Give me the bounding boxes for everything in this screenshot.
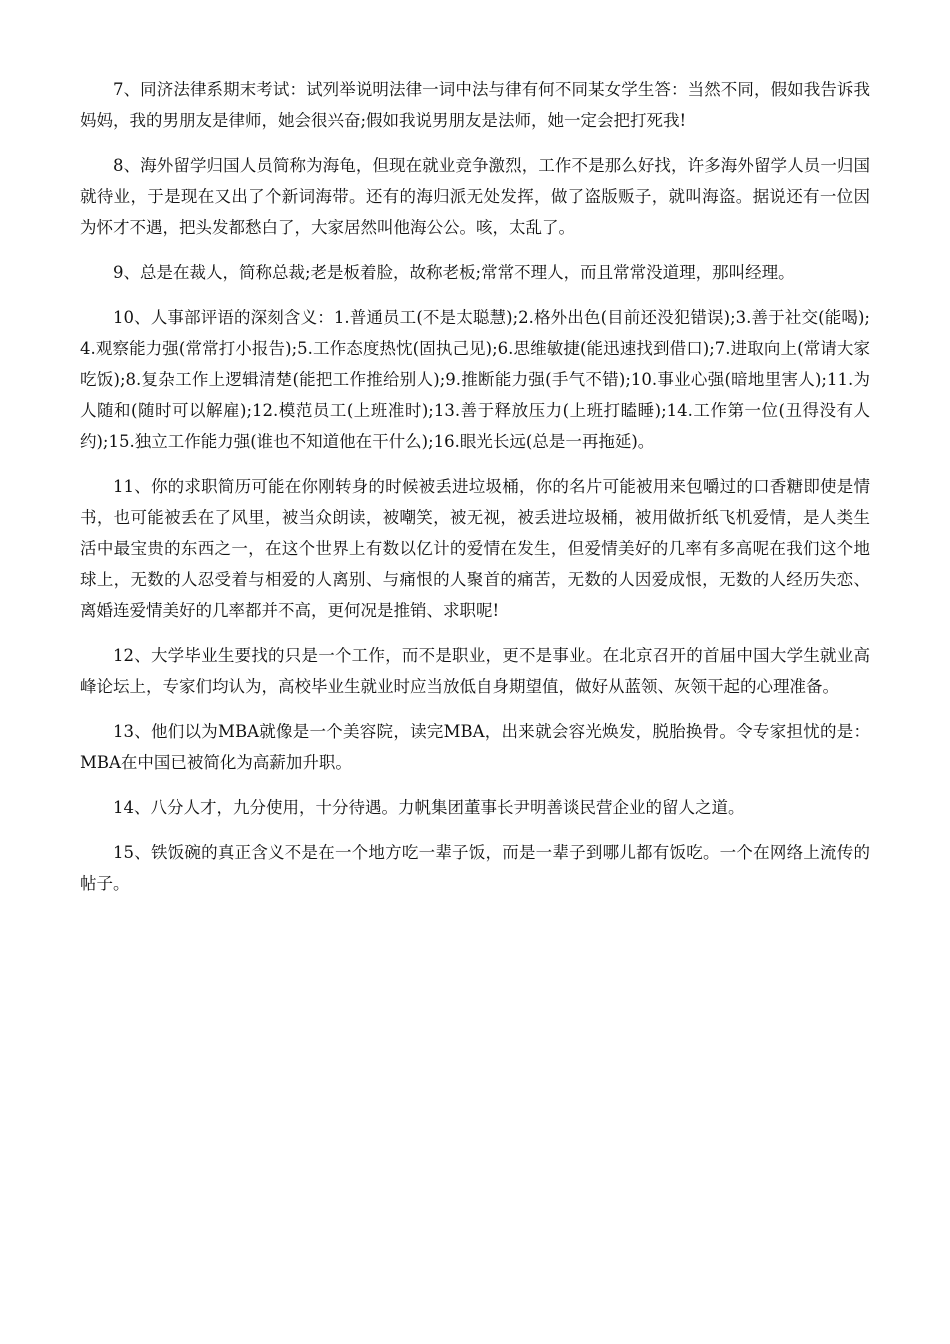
- document-body: [80, 74, 870, 913]
- paragraph-11: 11、你的求职简历可能在你刚转身的时候被丢进垃圾桶，你的名片可能被用来包嚼过的口香糖即使是情书，也可能被丢在了风里，被当众朗读，被嘲笑，被无视，被丢进垃圾桶，被用做折纸飞机爱情，是人类生活中最宝贵的东西之一，在这个世界上有数以亿计的爱情在发生，但爱情美好的几率有多高呢在我们这个地球上，无数的人忍受着与相爱的人离别、与痛恨的人聚首的痛苦，无数的人因爱成恨，无数的人经历失恋、离婚连爱情美好的几率都并不高，更何况是推销、求职呢!: [80, 477, 870, 620]
- paragraph-13: 13、他们以为MBA就像是一个美容院，读完MBA，出来就会容光焕发，脱胎换骨。令专家担忧的是：MBA在中国已被简化为高薪加升职。: [80, 722, 870, 772]
- paragraph-10: 10、人事部评语的深刻含义：1.普通员工(不是太聪慧);2.格外出色(目前还没犯错误);3.善于社交(能喝);4.观察能力强(常常打小报告);5.工作态度热忱(固执己见);6.思维敏捷(能迅速找到借口);7.进取向上(常请大家吃饭);8.复杂工作上逻辑清楚(能把工作推给别人);9.推断能力强(手气不错);10.事业心强(暗地里害人);11.为人随和(随时可以解雇);12.模范员工(上班准时);13.善于释放压力(上班打瞌睡);14.工作第一位(丑得没有人约);15.独立工作能力强(谁也不知道他在干什么);16.眼光长远(总是一再拖延)。: [80, 308, 870, 451]
- paragraph-7: 7、同济法律系期末考试：试列举说明法律一词中法与律有何不同某女学生答：当然不同，假如我告诉我妈妈，我的男朋友是律师，她会很兴奋;假如我说男朋友是法师，她一定会把打死我!: [80, 80, 870, 130]
- paragraph-9: 9、总是在裁人，简称总裁;老是板着脸，故称老板;常常不理人，而且常常没道理，那叫经理。: [113, 263, 795, 282]
- paragraph-15: 15、铁饭碗的真正含义不是在一个地方吃一辈子饭，而是一辈子到哪儿都有饭吃。一个在网络上流传的帖子。: [80, 843, 870, 893]
- paragraph-14: 14、八分人才，九分使用，十分待遇。力帆集团董事长尹明善谈民营企业的留人之道。: [113, 798, 745, 817]
- paragraph-8: 8、海外留学归国人员简称为海龟，但现在就业竞争激烈，工作不是那么好找，许多海外留学人员一归国就待业，于是现在又出了个新词海带。还有的海归派无处发挥，做了盗版贩子，就叫海盗。据说还有一位因为怀才不遇，把头发都愁白了，大家居然叫他海公公。咳，太乱了。: [80, 156, 870, 237]
- paragraph-12: 12、大学毕业生要找的只是一个工作，而不是职业，更不是事业。在北京召开的首届中国大学生就业高峰论坛上，专家们均认为，高校毕业生就业时应当放低自身期望值，做好从蓝领、灰领干起的心理准备。: [80, 646, 870, 696]
